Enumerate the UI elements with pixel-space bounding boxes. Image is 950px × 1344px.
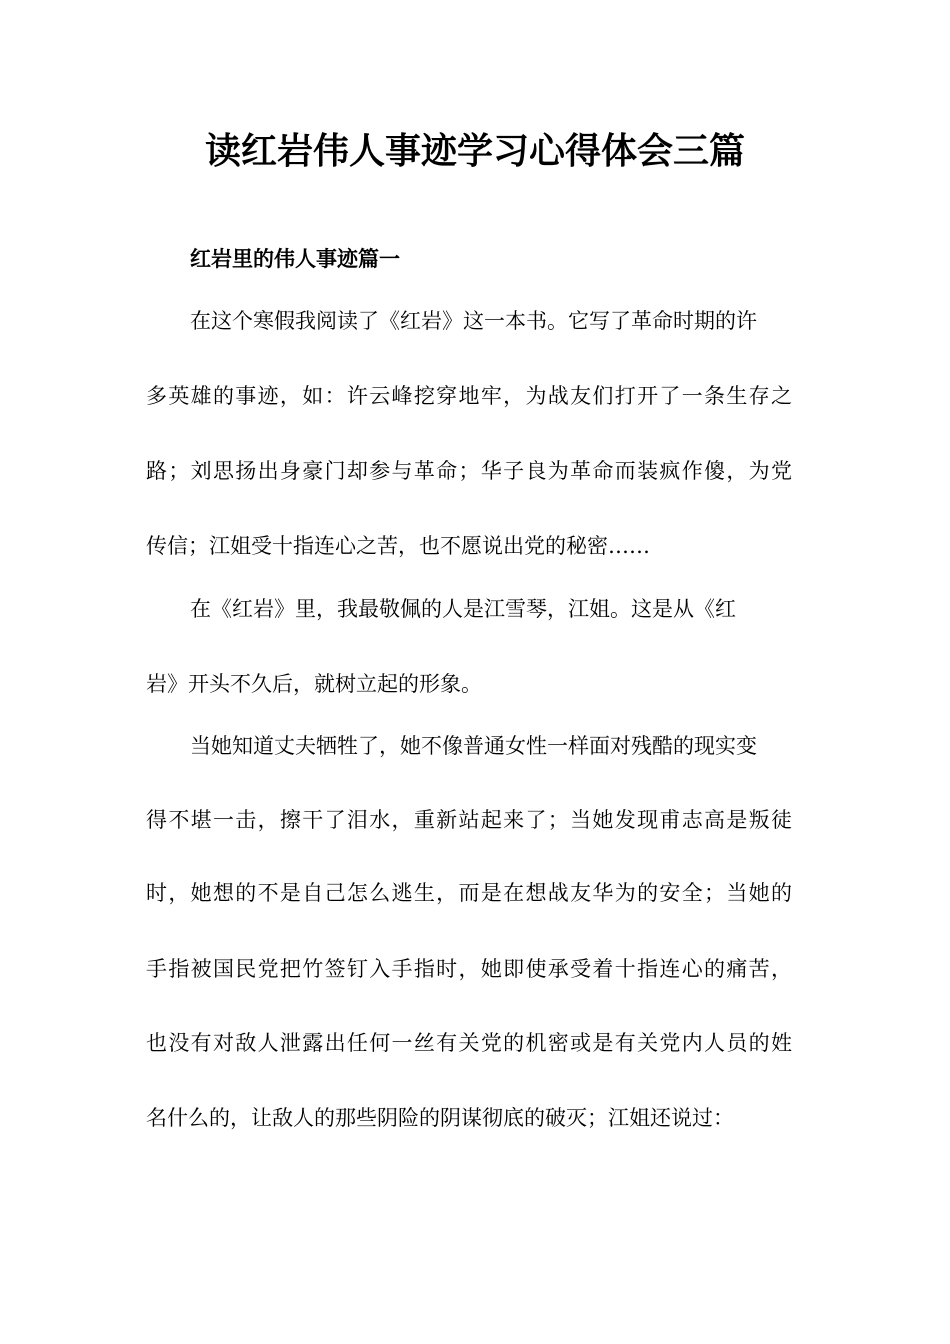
paragraph-line: 路；刘思扬出身豪门却参与革命；华子良为革命而装疯作傻，为党	[146, 459, 792, 483]
section-heading: 红岩里的伟人事迹篇一	[190, 247, 400, 271]
paragraph-line: 岩》开头不久后，就树立起的形象。	[146, 672, 482, 696]
document-title: 读红岩伟人事迹学习心得体会三篇	[204, 131, 745, 172]
paragraph-line: 也没有对敌人泄露出任何一丝有关党的机密或是有关党内人员的姓	[146, 1031, 792, 1055]
paragraph-line: 在《红岩》里，我最敬佩的人是江雪琴，江姐。这是从《红	[190, 597, 736, 621]
paragraph-line: 传信；江姐受十指连心之苦，也不愿说出党的秘密……	[146, 534, 650, 558]
paragraph-line: 在这个寒假我阅读了《红岩》这一本书。它写了革命时期的许	[190, 309, 757, 333]
paragraph-line: 名什么的，让敌人的那些阴险的阴谋彻底的破灭；江姐还说过：	[146, 1106, 734, 1130]
paragraph-line: 多英雄的事迹，如：许云峰挖穿地牢，为战友们打开了一条生存之	[146, 384, 792, 408]
paragraph-line: 时，她想的不是自己怎么逃生，而是在想战友华为的安全；当她的	[146, 881, 792, 905]
paragraph-line: 手指被国民党把竹签钉入手指时，她即使承受着十指连心的痛苦，	[146, 957, 792, 981]
paragraph-line: 得不堪一击，擦干了泪水，重新站起来了；当她发现甫志高是叛徒	[146, 808, 792, 832]
paragraph-line: 当她知道丈夫牺牲了，她不像普通女性一样面对残酷的现实变	[190, 734, 757, 758]
